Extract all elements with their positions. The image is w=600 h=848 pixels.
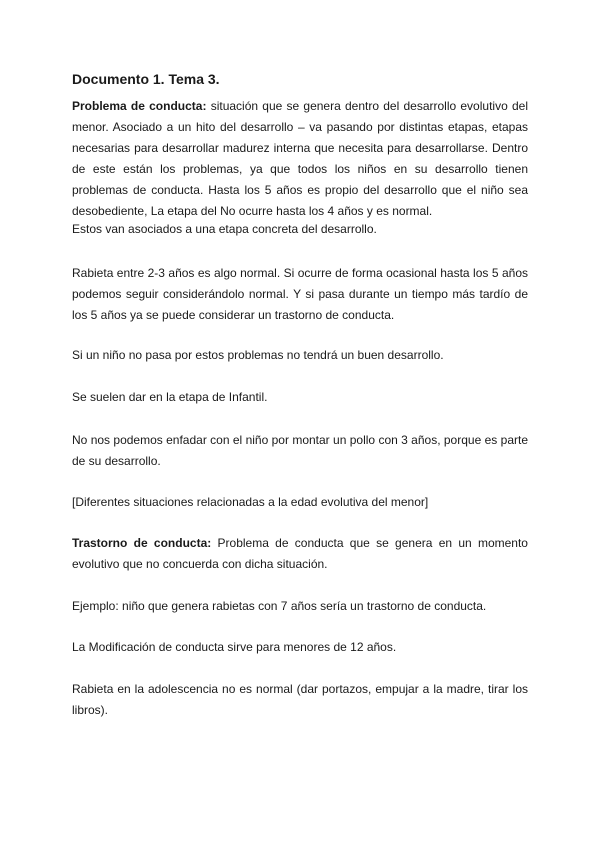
- paragraph-etapa-concreta: Estos van asociados a una etapa concreta del desarrollo.: [72, 222, 377, 236]
- paragraph-modificacion-conducta: La Modificación de conducta sirve para menores de 12 años.: [72, 640, 397, 654]
- paragraph-etapa-infantil: Se suelen dar en la etapa de Infantil.: [72, 390, 268, 404]
- paragraph-adolescencia: Rabieta en la adolescencia no es normal (dar portazos, empujar a la madre, tirar los libros).: [72, 682, 528, 717]
- term-trastorno-de-conducta: Trastorno de conducta:: [72, 536, 212, 550]
- paragraph-rabieta-normal: Rabieta entre 2-3 años es algo normal. Si ocurre de forma ocasional hasta los 5 años podemos seguir considerándolo normal. Y si pasa durante un tiempo más tardío de los 5 años ya se puede considerar un trastorno de conducta.: [72, 266, 528, 322]
- term-problema-de-conducta: Problema de conducta:: [72, 99, 207, 113]
- paragraph-problema-de-conducta: [72, 96, 528, 222]
- definition-trastorno-de-conducta: Problema de conducta que se genera en un momento evolutivo que no concuerda con dicha situación.: [72, 536, 528, 571]
- definition-problema-de-conducta: situación que se genera dentro del desarrollo evolutivo del menor. Asociado a un hito del desarrollo – va pasando por distintas etapas, etapas necesarias para desarrollar madurez interna que necesita para desarrollarse. Dentro de este están los problemas, ya que todos los niños en su desarrollo tienen problemas de conducta. Hasta los 5 años es propio del desarrollo que el niño sea desobediente, La etapa del No ocurre hasta los 4 años y es normal.: [72, 99, 528, 218]
- paragraph-trastorno-de-conducta: [72, 533, 528, 575]
- paragraph-buen-desarrollo: Si un niño no pasa por estos problemas no tendrá un buen desarrollo.: [72, 348, 444, 362]
- document-title: Documento 1. Tema 3.: [72, 71, 220, 87]
- paragraph-ejemplo: Ejemplo: niño que genera rabietas con 7 años sería un trastorno de conducta.: [72, 599, 487, 613]
- paragraph-no-enfadar: No nos podemos enfadar con el niño por montar un pollo con 3 años, porque es parte de su desarrollo.: [72, 433, 528, 468]
- paragraph-situaciones: [Diferentes situaciones relacionadas a la edad evolutiva del menor]: [72, 495, 429, 509]
